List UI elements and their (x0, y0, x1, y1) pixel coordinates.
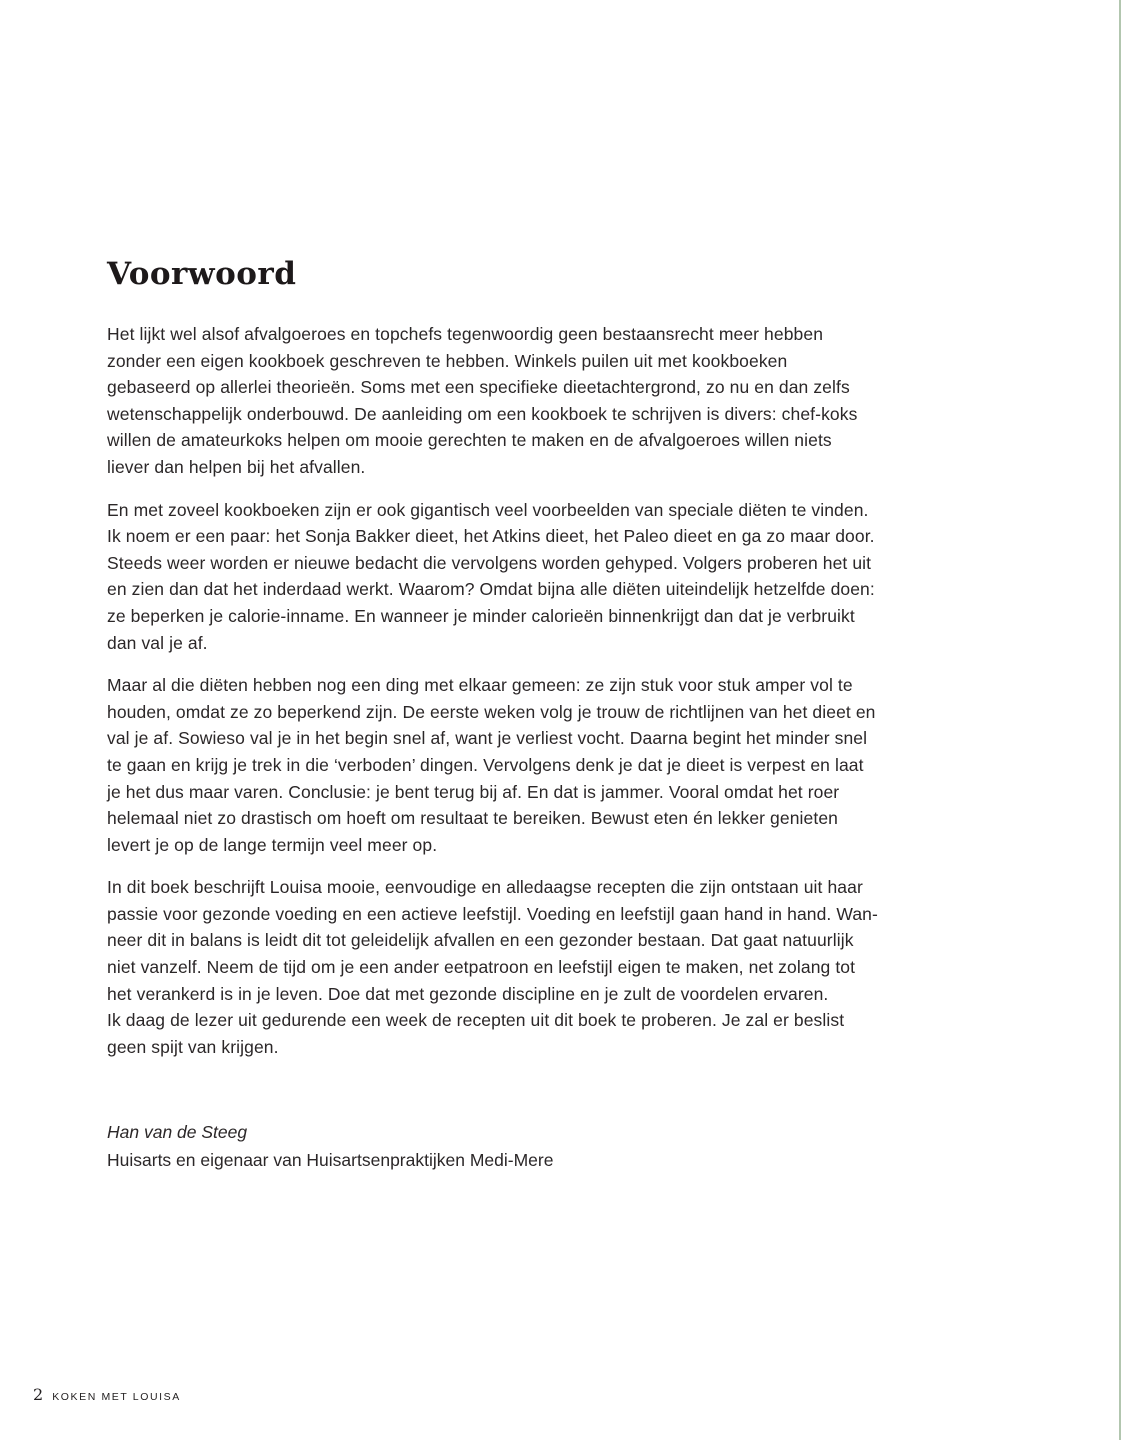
signature-block (107, 1118, 1057, 1174)
page-title: Voorwoord (107, 256, 297, 292)
foreword-section (107, 256, 1057, 1174)
page-footer (33, 1386, 181, 1404)
signature-name: Han van de Steeg (107, 1122, 248, 1143)
paragraph-3: Maar al die diëten hebben nog een ding met elkaar gemeen: ze zijn stuk voor stuk amper vol te houden, omdat ze zo beperkend zijn. De eerste weken volg je trouw de richtlijnen van het dieet en val je af. Sowieso val je in het begin snel af, want je verliest vocht. Daarna begint het minder snel te gaan en krijg je trek in die ‘verboden’ dingen. Vervolgens denk je dat je dieet is verpest en laat je het dus maar varen. Conclusie: je bent terug bij af. En dat is jammer. Vooral omdat het roer helemaal niet zo drastisch om hoeft om resultaat te bereiken. Bewust eten én lekker genieten levert je op de lange termijn veel meer op. (107, 675, 876, 855)
book-title: KOKEN MET LOUISA (52, 1391, 181, 1403)
signature-title: Huisarts en eigenaar van Huisartsenpraktijken Medi-Mere (107, 1150, 554, 1171)
page-number: 2 (33, 1385, 44, 1404)
paragraph-1: Het lijkt wel alsof afvalgoeroes en topchefs tegenwoordig geen bestaansrecht meer hebben zonder een eigen kookboek geschreven te hebben. Winkels puilen uit met kookboeken gebaseerd op allerlei theorieën. Soms met een specifieke dieetachtergrond, zo nu en dan zelfs wetenschappelijk onderbouwd. De aanleiding om een kookboek te schrijven is divers: chef-koks willen de amateurkoks helpen om mooie gerechten te maken en de afvalgoeroes willen niets liever dan helpen bij het afvallen. (107, 324, 858, 477)
paragraph-4: In dit boek beschrijft Louisa mooie, eenvoudige en alledaagse recepten die zijn ontstaan uit haar passie voor gezonde voeding en een actieve leefstijl. Voeding en leefstijl gaan hand in hand. Wan- neer dit in balans is leidt dit tot geleidelijk afvallen en een gezonder bestaan. Dat gaat natuurlijk niet vanzelf. Neem de tijd om je een ander eetpatroon en leefstijl eigen te maken, net zolang tot het verankerd is in je leven. Doe dat met gezonde discipline en je zult de voordelen ervaren. Ik daag de lezer uit gedurende een week de recepten uit dit boek te proberen. Je zal er beslist geen spijt van krijgen. (107, 877, 878, 1057)
paragraph-2: En met zoveel kookboeken zijn er ook gigantisch veel voorbeelden van speciale diëten te vinden. Ik noem er een paar: het Sonja Bakker dieet, het Atkins dieet, het Paleo dieet en ga zo maar door. Steeds weer worden er nieuwe bedacht die vervolgens worden gehyped. Volgers proberen het uit en zien dan dat het inderdaad werkt. Waarom? Omdat bijna alle diëten uiteindelijk hetzelfde doen: ze beperken je calorie-inname. En wanneer je minder calorieën binnenkrijgt dan dat je verbruikt dan val je af. (107, 499, 875, 653)
